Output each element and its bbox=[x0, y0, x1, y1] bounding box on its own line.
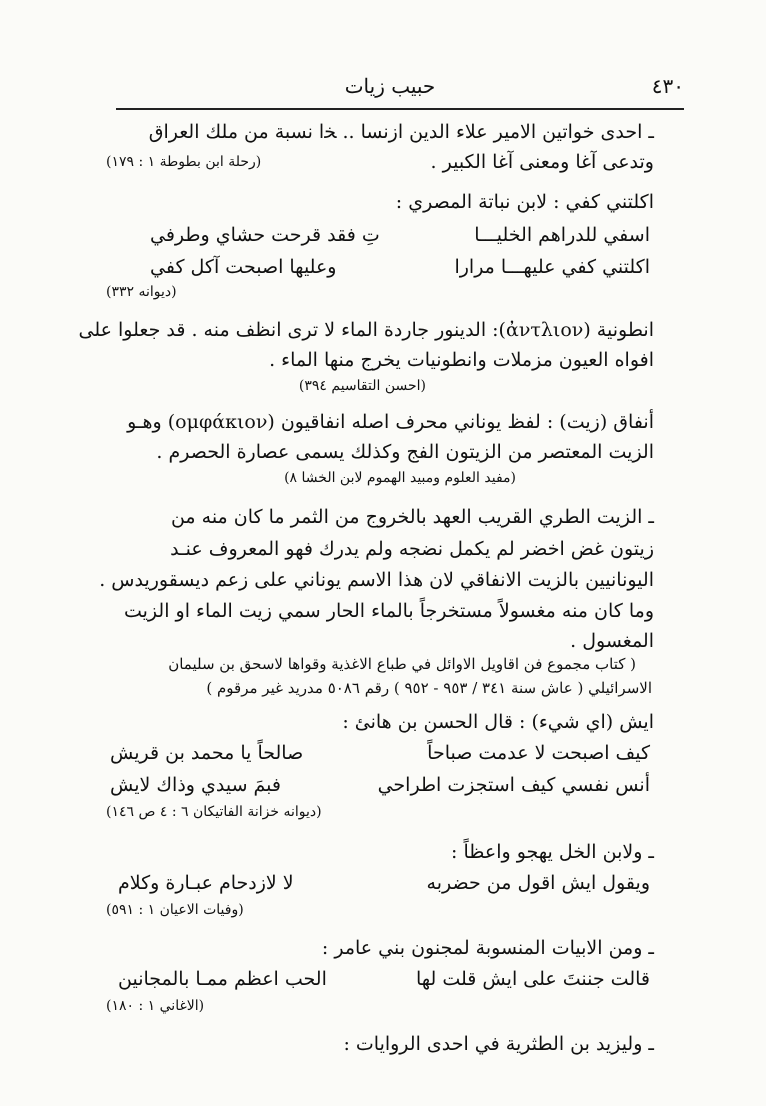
entry-8-verse-first: قالت جننتَ على ايش قلت لها bbox=[415, 968, 650, 990]
entry-5-line-1: ـ الزيت الطري القريب العهد بالخروج من الثمر ما كان منه من bbox=[170, 506, 654, 528]
entry-2-verse-2-first: اكلتني كفي عليهـــا مرارا bbox=[454, 256, 650, 278]
entry-5-line-2: زيتون غض اخضر لم يكمل نضجه ولم يدرك فهو المعروف عنـد bbox=[170, 538, 654, 560]
entry-7-verse-second: لا لازدحام عبـارة وكلام bbox=[118, 872, 294, 894]
entry-6-verse-1-first: كيف اصبحت لا عدمت صباحاً bbox=[427, 742, 650, 764]
entry-2-reference: (ديوانه ٣٣٢) bbox=[106, 284, 177, 300]
entry-5-reference-1: ( كتاب مجموع فن اقاويل الاوائل في طباع الاغذية وقواها لاسحق بن سليمان bbox=[168, 655, 636, 673]
entry-3-reference: (احسن التقاسيم ٣٩٤) bbox=[298, 378, 426, 394]
entry-5-line-4: وما كان منه مغسولاً مستخرجاً بالماء الحار سمي زيت الماء او الزيت bbox=[123, 600, 654, 622]
entry-1-line-2: وتدعى آغا ومعنى آغا الكبير . bbox=[430, 151, 654, 173]
entry-9-head: ـ وليزيد بن الطثرية في احدى الروايات : bbox=[343, 1033, 654, 1055]
entry-4-line-2: الزيت المعتصر من الزيتون الفج وكذلك يسمى عصارة الحصرم . bbox=[156, 441, 654, 463]
entry-6-verse-2-first: أنس نفسي كيف استجزت اطراحي bbox=[377, 774, 650, 796]
entry-2-head: اكلتني كفي : لابن نباتة المصري : bbox=[395, 191, 654, 213]
entry-7-head: ـ ولابن الخل يهجو واعظاً : bbox=[451, 841, 654, 863]
entry-2-verse-1-second: تِ فقد قرحت حشاي وطرفي bbox=[150, 224, 380, 246]
entry-3-line-1: انطونية (ἀντλιον): الدينور جاردة الماء لا ترى انظف منه . قد جعلوا على bbox=[78, 319, 654, 341]
entry-5-line-5: المغسول . bbox=[570, 630, 654, 652]
entry-6-reference: (ديوانه خزانة الفاتيكان ٦ : ٤ ص ١٤٦) bbox=[106, 804, 322, 820]
entry-4-line-1: أنفاق (زيت) : لفظ يوناني محرف اصله انفاقيون (ομφάκιον) وهـو bbox=[127, 411, 654, 433]
header-rule bbox=[116, 108, 684, 110]
entry-4-reference: (مفيد العلوم ومبيد الهموم لابن الخشا ٨) bbox=[284, 470, 516, 486]
entry-8-verse-second: الحب اعظم ممـا بالمجانين bbox=[118, 968, 327, 990]
entry-5-reference-2: الاسرائيلي ( عاش سنة ٣٤١ / ٩٥٣ - ٩٥٢ ) رقم ٥٠٨٦ مدريد غير مرقوم ) bbox=[206, 679, 652, 697]
page-number: ٤٣٠ bbox=[651, 74, 684, 98]
entry-1-line-1: ـ احدى خواتين الامير علاء الدين ازنسا .. ﺨا نسبة من ملك العراق bbox=[148, 121, 654, 143]
entry-2-verse-1-first: اسفي للدراهم الخليـــا bbox=[474, 224, 650, 246]
entry-6-verse-2-second: فبمَ سيدي وذاك لايش bbox=[110, 774, 281, 796]
entry-6-head: ايش (اي شيء) : قال الحسن بن هانئ : bbox=[342, 711, 654, 733]
running-title: حبيب زيات bbox=[344, 74, 436, 98]
entry-2-verse-2-second: وعليها اصبحت آكل كفي bbox=[150, 256, 337, 278]
entry-7-verse-first: ويقول ايش اقول من حضربه bbox=[426, 872, 650, 894]
entry-6-verse-1-second: صالحاً يا محمد بن قريش bbox=[110, 742, 304, 764]
entry-8-head: ـ ومن الابيات المنسوبة لمجنون بني عامر : bbox=[321, 937, 654, 959]
entry-8-reference: (الاغاني ١ : ١٨٠) bbox=[106, 998, 205, 1014]
entry-3-line-2: افواه العيون مزملات وانطونيات يخرج منها الماء . bbox=[269, 349, 654, 371]
entry-1-reference: (رحلة ابن بطوطة ١ : ١٧٩) bbox=[106, 154, 262, 170]
entry-7-reference: (وفيات الاعيان ١ : ٥٩١) bbox=[106, 902, 244, 918]
entry-5-line-3: اليونانيين بالزيت الانفاقي لان هذا الاسم يوناني على زعم ديسقوريدس . bbox=[99, 569, 654, 591]
